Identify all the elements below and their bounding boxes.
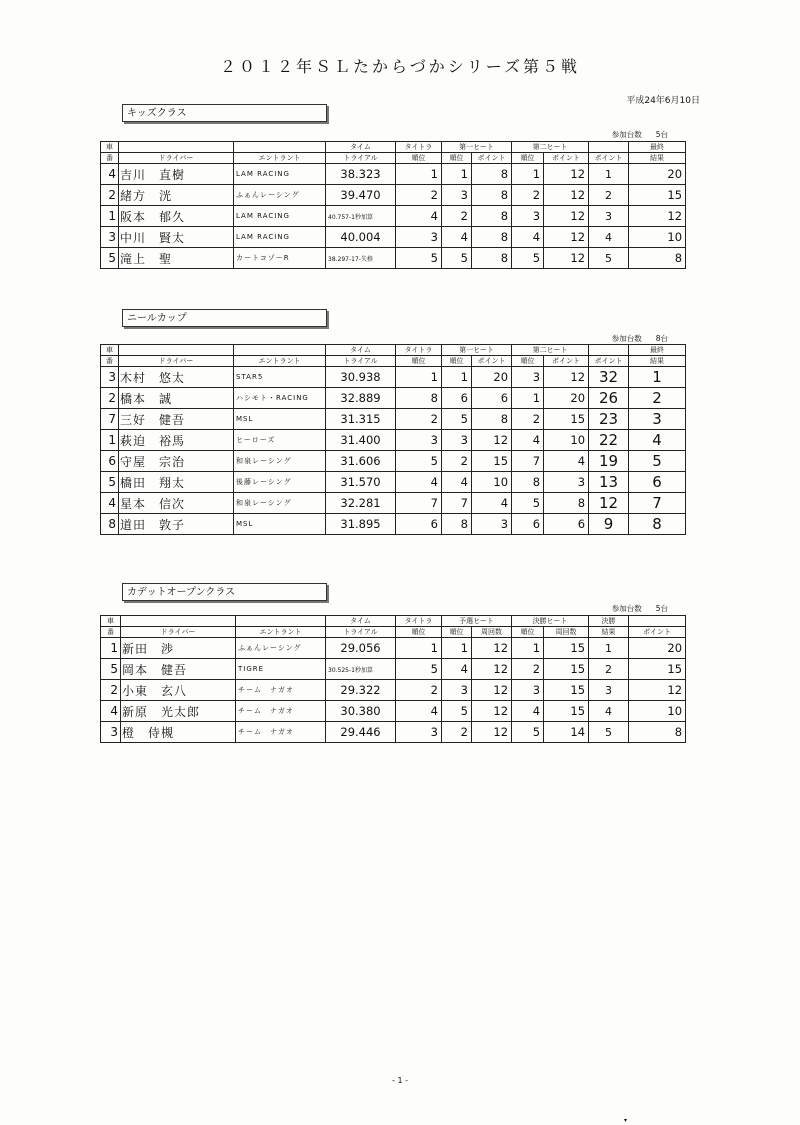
cadet-table: 車 タイム タイトラ 予選ヒート 決勝ヒート 決勝 番 ドライバー エントラント トライアル 順位 順位 周回数 順位 周回数 結果 ポイント 1 新田 渉 ふぁんレーシング 29.056 1 1 12 1 15 1 20 5 岡本 健吾 TIGRE 30.525-1秒加算 5 4 12 2 15 2 15 2 小東 玄八 チーム ナガオ 29.322 2 3 12 3 15 3 12 4 新原 光太郎 チーム ナガオ 30.380 4 5 12 4 15 4 10 3 橙 侍槻 チーム ナガオ 29.446 3 2 12 5 14 5 8	[100, 615, 686, 743]
table-row: 7 三好 健吾 MSL 31.315 2 5 8 2 15 23 3	[101, 409, 686, 430]
table-row: 4 吉川 直樹 LAM RACING 38.323 1 1 8 1 12 1 20	[101, 164, 686, 185]
table-row: 3 中川 賢太 LAM RACING 40.004 3 4 8 4 12 4 10	[101, 227, 686, 248]
page-title: ２０１２年ＳＬたからづかシリーズ第５戦	[219, 57, 581, 76]
col-driver: ドライバー	[119, 153, 234, 164]
table-row: 8 道田 敦子 MSL 31.895 6 8 3 6 6 9 8	[101, 514, 686, 535]
table-row: 1 阪本 郁久 LAM RACING 40.757-1秒加算 4 2 8 3 12 3 12	[101, 206, 686, 227]
cadet-class-name: カデットオープンクラス	[122, 583, 327, 601]
table-row: 3 橙 侍槻 チーム ナガオ 29.446 3 2 12 5 14 5 8	[101, 722, 686, 743]
table-row: 4 新原 光太郎 チーム ナガオ 30.380 4 5 12 4 15 4 10	[101, 701, 686, 722]
event-date: 平成24年6月10日	[626, 96, 700, 106]
scan-mark: ▾	[624, 1117, 628, 1124]
page-number: - 1 -	[392, 1076, 408, 1085]
kids-count: 参加台数 5台	[611, 130, 668, 139]
col-entrant: エントラント	[234, 153, 326, 164]
table-row: 4 星本 信次 和泉レーシング 32.281 7 7 4 5 8 12 7	[101, 493, 686, 514]
neal-count: 参加台数 8台	[611, 334, 668, 343]
table-row: 1 萩迫 裕馬 ヒーローズ 31.400 3 3 12 4 10 22 4	[101, 430, 686, 451]
kids-table: 車 タイム タイトラ 第一ヒート 第二ヒート 最終 番 ドライバー エントラント トライアル 順位 順位 ポイント 順位 ポイント ポイント 結果 4 吉川 直樹 LAM RACING 38.323 1 1 8 1 12 1 20 2 緒方 洸 ふぁんレーシング 39.470 2 3 8 2 12 2 15 1 阪本 郁久 LAM RACING 40.757-1秒加算 4 2 8 3 12 3 12 3 中川 賢太 LAM RACING 40.004 3 4 8 4 12 4 10 5 滝上 聖 カートコゾーR 38.297-17-失格 5 5 8 5 12 5 8	[100, 141, 686, 269]
table-row: 3 木村 悠太 STAR5 30.938 1 1 20 3 12 32 1	[101, 367, 686, 388]
col-no: 車	[101, 142, 119, 153]
table-row: 5 橋田 翔太 後藤レーシング 31.570 4 4 10 8 3 13 6	[101, 472, 686, 493]
table-row: 5 滝上 聖 カートコゾーR 38.297-17-失格 5 5 8 5 12 5 8	[101, 248, 686, 269]
table-row: 6 守屋 宗治 和泉レーシング 31.606 5 2 15 7 4 19 5	[101, 451, 686, 472]
table-row: 2 緒方 洸 ふぁんレーシング 39.470 2 3 8 2 12 2 15	[101, 185, 686, 206]
table-row: 5 岡本 健吾 TIGRE 30.525-1秒加算 5 4 12 2 15 2 15	[101, 659, 686, 680]
kids-class-name: キッズクラス	[122, 104, 327, 122]
neal-table: 車 タイム タイトラ 第一ヒート 第二ヒート 最終 番 ドライバー エントラント トライアル 順位 順位 ポイント 順位 ポイント ポイント 結果 3 木村 悠太 STAR5 30.938 1 1 20 3 12 32 1 2 橋本 誠 ハシモト・RACING 32.889 8 6 6 1 20 26 2 7 三好 健吾 MSL 31.315 2 5 8 2 15 23 3 1 萩迫 裕馬 ヒーローズ 31.400 3 3 12 4 10 22 4 6 守屋 宗治 和泉レーシング 31.606 5 2 15 7 4 19 5 5 橋田 翔太 後藤レーシング 31.570 4 4 10 8 3 13 6 4 星本 信次 和泉レーシング 32.281 7 7 4 5 8 12 7 8 道田 敦子 MSL 31.895 6 8 3 6 6 9 8	[100, 344, 686, 535]
table-row: 2 小東 玄八 チーム ナガオ 29.322 2 3 12 3 15 3 12	[101, 680, 686, 701]
table-row: 1 新田 渉 ふぁんレーシング 29.056 1 1 12 1 15 1 20	[101, 638, 686, 659]
cadet-count: 参加台数 5台	[611, 604, 668, 613]
table-row: 2 橋本 誠 ハシモト・RACING 32.889 8 6 6 1 20 26 2	[101, 388, 686, 409]
neal-class-name: ニールカップ	[122, 309, 327, 327]
